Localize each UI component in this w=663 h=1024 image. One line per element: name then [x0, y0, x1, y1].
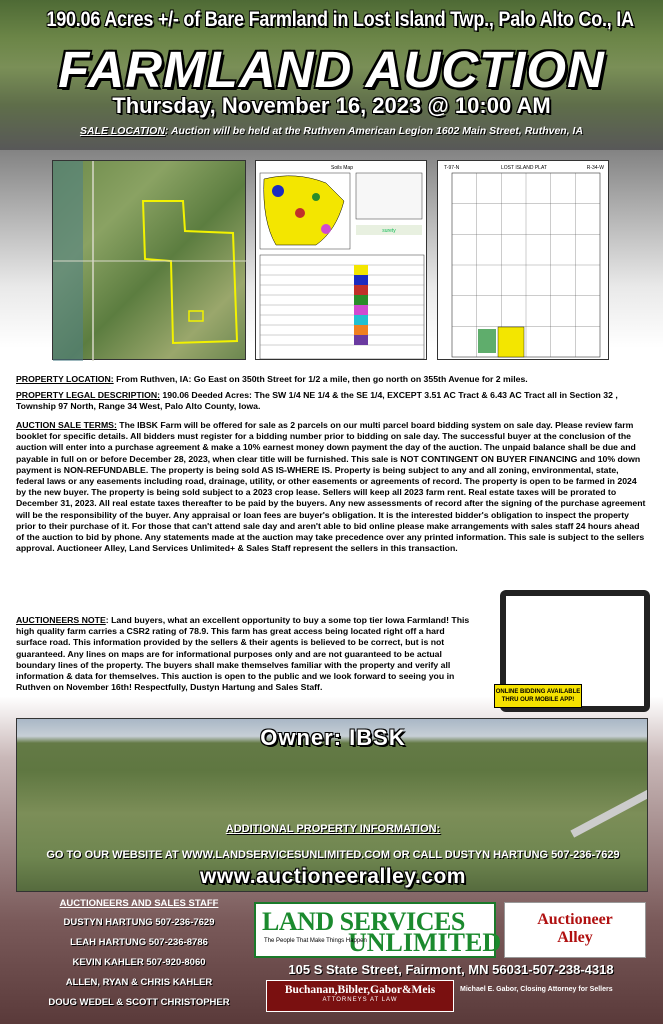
closing-attorney: Michael E. Gabor, Closing Attorney for Sellers — [460, 986, 613, 993]
aa-line1: Auctioneer — [537, 911, 613, 928]
aerial-map-graphic — [53, 161, 247, 361]
staff-member: KEVIN KAHLER 507-920-8060 — [72, 957, 206, 968]
soils-table — [260, 255, 424, 359]
aa-line2: Alley — [557, 929, 593, 946]
land-services-logo — [254, 902, 502, 958]
plat-map-graphic — [438, 161, 610, 361]
soils-map-title: Soils Map — [331, 165, 353, 171]
additional-info-heading: ADDITIONAL PROPERTY INFORMATION: — [225, 823, 441, 835]
online-bidding-badge: ONLINE BIDDING AVAILABLE THRU OUR MOBILE APP! — [494, 684, 582, 708]
sale-terms — [16, 420, 648, 554]
law-firm-logo — [266, 980, 454, 1012]
auctioneer-alley-logo — [504, 902, 646, 958]
plat-township-label: T-97-N — [444, 165, 460, 171]
staff-member: LEAH HARTUNG 507-236-8786 — [70, 937, 208, 948]
staff-member: DUSTYN HARTUNG 507-236-7629 — [63, 917, 215, 928]
staff-list — [34, 898, 244, 1017]
owner-label: Owner: IBSK — [260, 725, 406, 750]
auction-date: Thursday, November 16, 2023 @ 10:00 AM — [112, 93, 551, 118]
plat-title: LOST ISLAND PLAT — [501, 165, 547, 171]
acreage-headline: 190.06 Acres +/- of Bare Farmland in Lost Island Twp., Palo Alto Co., IA — [46, 8, 634, 31]
property-location — [16, 374, 648, 385]
lsu-line1: LAND SERVICES — [262, 907, 465, 936]
legal-description — [16, 390, 648, 412]
website-call-line: GO TO OUR WEBSITE AT WWW.LANDSERVICESUNLIMITED.COM OR CALL DUSTYN HARTUNG 507-236-7629 — [46, 849, 620, 861]
staff-member: DOUG WEDEL & SCOTT CHRISTOPHER — [48, 997, 230, 1008]
soils-map — [255, 160, 427, 360]
header-banner — [0, 0, 663, 150]
sale-terms-text: The IBSK Farm will be offered for sale as 2 parcels on our multi parcel board bidding system on sale day. Please review farm booklet for specific details. All bidders must register for a bidding number prior to bidding on sale day. The successful buyer at the conclusion of the auction will enter into a purchase agreement & make a 10% earnest money down payment the day of the auction. The unpaid balance shall be due and payable in full on or before December 28, 2023, when clear title will be furnished. This sale is NOT CONTINGENT ON BUYER FINANCING and 10% down payment is NON-REFUNDABLE. The property is being sold AS IS-WHERE IS. Property is being subject to any and all zoning, environmental, state, federal laws or any easements including road, drainage, utility, or other easements or agreements of record. The property is open to be farmed in 2024 by the new buyer. The property is being sold subject to a 2023 crop lease. Sellers will keep all 2023 farm rent. Real estate taxes will be prorated to December 31, 2023. All real estate taxes thereafter to be paid by the buyers. Any new assessments of record after the signing of the purchase agreement will be the responsibility of the buyer. Any appraisal or loan fees are buyer's obligation. It is the interested bidder's obligation to inspect the property prior to their purchase of it. For those that can't attend sale day and aren't able to bid online please make arrangements with sales staff 24 hours ahead of the auction to bid by phone. Any statements made at the auction may take precedence over any printed information. This sale is subject to the sellers approval. Auctioneer Alley, Land Services Unlimited+ & Sales Staff represent the sellers in this transaction. — [16, 420, 646, 554]
surety-logo: surety — [382, 228, 396, 234]
plat-map — [437, 160, 609, 360]
sale-location-label: SALE LOCATION — [79, 125, 165, 137]
staff-member: ALLEN, RYAN & CHRIS KAHLER — [65, 977, 213, 988]
staff-heading: AUCTIONEERS AND SALES STAFF — [59, 898, 219, 909]
auctioneers-note-label: AUCTIONEERS NOTE — [16, 615, 106, 625]
law-firm-sub: ATTORNEYS AT LAW — [322, 997, 398, 1003]
auctioneers-note-text: : Land buyers, what an excellent opportunity to buy a some top tier Iowa Farmland! This high quality farm carries a CSR2 rating of 78.9. This farm has great access being located right off a hard surface road. This information provided by the sellers & their agents is believed to be correct, but is not guaranteed. Any lines on maps are for informational purposes only and are not guaranteed to be actual boundary lines of the property. The buyers shall make themselves familiar with the property and verify all information & data for themselves. This auction is open to the public and we look forward to seeing you in Ruthven on November 16th! Respectfully, Dustyn Hartung and Sales Staff. — [16, 615, 470, 693]
page-title: FARMLAND AUCTION — [58, 41, 605, 98]
auctioneers-note — [16, 615, 478, 693]
lsu-line2: UNLIMITED — [348, 928, 502, 957]
legal-description-text: 190.06 Deeded Acres: The SW 1/4 NE 1/4 & the SE 1/4, EXCEPT 3.51 AC Tract & 6.43 AC Tract all in Section 32 , Township 97 North, Range 34 West, Palo Alto County, Iowa. — [16, 390, 618, 412]
sale-location-text: : Auction will be held at the Ruthven American Legion 1602 Main Street, Ruthven, IA — [164, 125, 584, 137]
aerial-photo — [52, 160, 246, 360]
plat-range-label: R-34-W — [586, 165, 604, 171]
sale-terms-label: AUCTION SALE TERMS: — [16, 420, 117, 430]
legal-description-label: PROPERTY LEGAL DESCRIPTION: — [16, 390, 161, 400]
property-location-text: From Ruthven, IA: Go East on 350th Street for 1/2 a mile, then go north on 355th Avenue for 2 miles. — [113, 374, 528, 384]
soils-map-graphic — [256, 161, 428, 361]
property-location-label: PROPERTY LOCATION: — [16, 374, 114, 384]
company-address: 105 S State Street, Fairmont, MN 56031-507-238-4318 — [288, 962, 614, 977]
farmland-photo — [16, 718, 648, 892]
lsu-tagline: The People That Make Things Happen — [264, 938, 367, 944]
law-firm-name: Buchanan,Bibler,Gabor&Meis — [284, 984, 436, 996]
sale-location — [0, 125, 663, 137]
website-link[interactable]: www.auctioneeralley.com — [200, 865, 466, 888]
